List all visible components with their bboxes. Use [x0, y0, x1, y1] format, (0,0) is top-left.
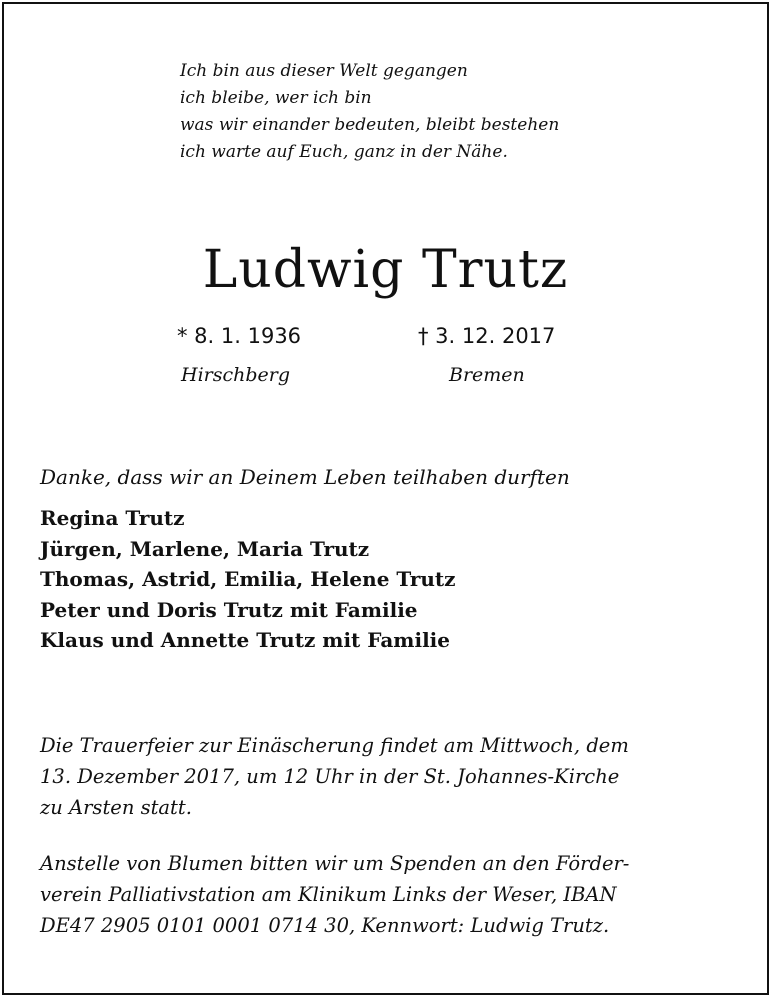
poem-line: Ich bin aus dieser Welt gegangen — [180, 61, 468, 81]
funeral-notice-line: 13. Dezember 2017, um 12 Uhr in der St. Johannes-Kirche — [40, 765, 620, 788]
poem — [180, 58, 559, 166]
funeral-notice — [40, 730, 629, 823]
poem-line: ich bleibe, wer ich bin — [180, 88, 372, 108]
death-date: † 3. 12. 2017 — [418, 324, 556, 348]
donation-notice-line: Anstelle von Blumen bitten wir um Spenden an den Förder- — [40, 852, 630, 875]
poem-line: was wir einander bedeuten, bleibt bestehen — [180, 115, 560, 135]
family-member: Peter und Doris Trutz mit Familie — [40, 597, 418, 622]
donation-notice-line: verein Palliativstation am Klinikum Links der Weser, IBAN — [40, 883, 617, 906]
donation-notice-line: DE47 2905 0101 0001 0714 30, Kennwort: Ludwig Trutz. — [40, 914, 610, 937]
funeral-notice-line: Die Trauerfeier zur Einäscherung findet am Mittwoch, dem — [40, 734, 629, 757]
donation-notice — [40, 848, 629, 941]
birth-place: Hirschberg — [181, 364, 291, 386]
family-member: Regina Trutz — [40, 506, 185, 530]
family-list — [40, 503, 456, 656]
family-member: Klaus und Annette Trutz mit Familie — [40, 628, 450, 652]
birth-date: * 8. 1. 1936 — [177, 324, 302, 348]
family-member: Jürgen, Marlene, Maria Trutz — [40, 536, 370, 561]
deceased-name: Ludwig Trutz — [202, 240, 569, 300]
funeral-notice-line: zu Arsten statt. — [40, 796, 192, 819]
poem-line: ich warte auf Euch, ganz in der Nähe. — [180, 142, 508, 162]
death-place: Bremen — [449, 364, 525, 386]
family-member: Thomas, Astrid, Emilia, Helene Trutz — [40, 567, 456, 591]
thanks-line: Danke, dass wir an Deinem Leben teilhaben durften — [40, 465, 570, 489]
